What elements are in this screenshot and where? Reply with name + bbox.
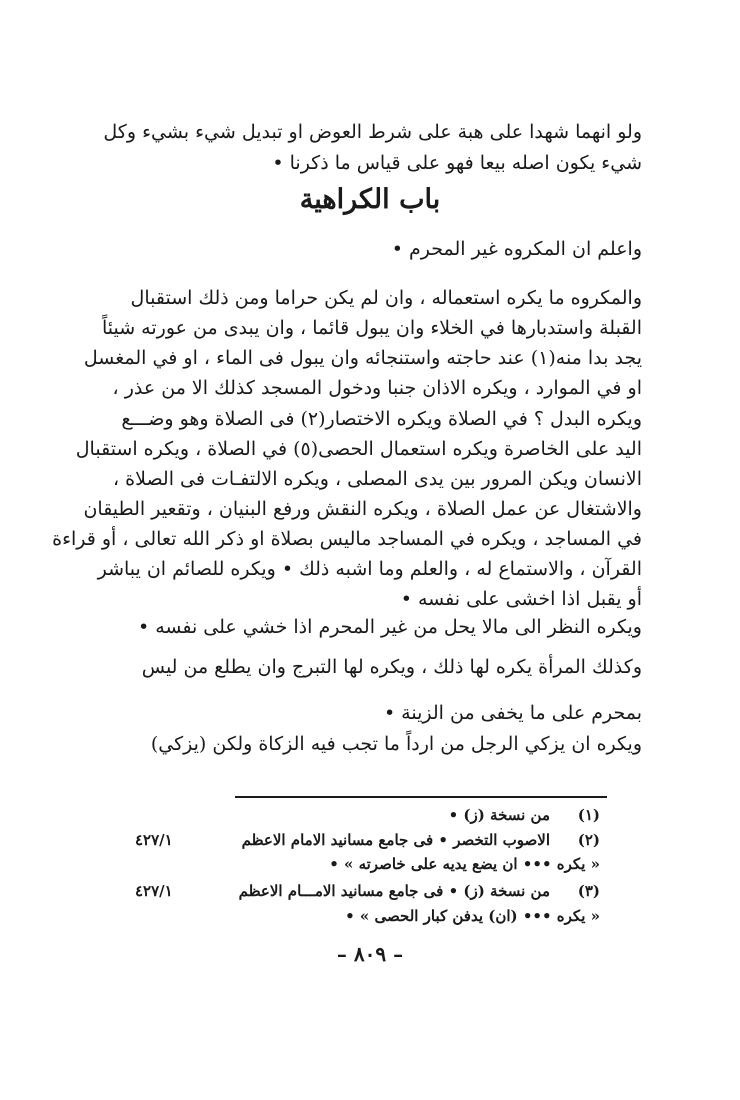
body-line: ويكره البدل ؟ في الصلاة ويكره الاختصار(٢) فى الصلاة وهو وضـــع [121,408,642,430]
body-line: او في الموارد ، ويكره الاذان جنبا ودخول المسجد كذلك الا من عذر ، [112,377,642,399]
footnote-text: « يكره ••• (ان) يدفن كبار الحصى » • [345,907,600,925]
footnote-text: من نسخة (ز) • فى جامع مسانيد الامـــام الاعظم [238,882,550,900]
body-line: وكذلك المرأة يكره لها ذلك ، ويكره لها التبرج وان يطلع من ليس [141,656,642,678]
chapter-title: باب الكراهية [299,184,441,215]
footnote-text: « يكره ••• ان يضع يديه على خاصرته » • [329,855,600,873]
body-line: بمحرم على ما يخفى من الزينة • [383,702,642,724]
body-line: والمكروه ما يكره استعماله ، وان لم يكن حراما ومن ذلك استقبال [130,287,642,309]
body-line: ولو انهما شهدا على هبة على شرط العوض او تبديل شيء بشيء وكل [103,121,642,143]
body-line: اليد على الخاصرة ويكره استعمال الحصى(٥) في الصلاة ، ويكره استقبال [75,438,642,460]
footnote-ref: ٤٢٧/١ [135,831,173,849]
footnote-number: (١) [577,806,600,824]
body-line: ويكره ان يزكي الرجل من ارداً ما تجب فيه الزكاة ولكن (يزكي) [150,733,642,755]
body-line: والاشتغال عن عمل الصلاة ، ويكره النقش ورفع البنيان ، وتقعير الطيقان [83,498,642,520]
footnote-text: الاصوب التخصر • فى جامع مسانيد الامام الاعظم [241,831,550,849]
footnote-number: (٣) [577,882,600,900]
body-line: يجد بدا منه(١) عند حاجته واستنجائه وان يبول فى الماء ، او في المغسل [83,347,642,369]
body-line: ويكره النظر الى مالا يحل من غير المحرم اذا خشي على نفسه • [137,616,642,638]
footnote-text: من نسخة (ز) • [448,806,550,824]
body-line: شيء يكون اصله بيعا فهو على قياس ما ذكرنا • [272,152,642,174]
body-line: الانسان ويكن المرور بين يدى المصلى ، ويكره الالتفـات فى الصلاة ، [112,468,642,490]
body-line: في المساجد ، ويكره في المساجد ماليس بصلاة او ذكر الله تعالى ، أو قراءة [52,528,642,550]
footnote-separator [235,796,607,798]
footnote-number: (٢) [577,831,600,849]
footnote-ref: ٤٢٧/١ [135,882,173,900]
page-number: – ٨٠٩ – [336,942,404,966]
body-line: واعلم ان المكروه غير المحرم • [391,238,642,260]
body-line: القرآن ، والاستماع له ، والعلم وما اشبه ذلك • ويكره للصائم ان يباشر [97,558,642,580]
body-line: القبلة واستدبارها في الخلاء وان يبول قائما ، وان يبدى من عورته شيئاً [101,317,642,339]
body-line: أو يقبل اذا اخشى على نفسه • [400,588,642,610]
